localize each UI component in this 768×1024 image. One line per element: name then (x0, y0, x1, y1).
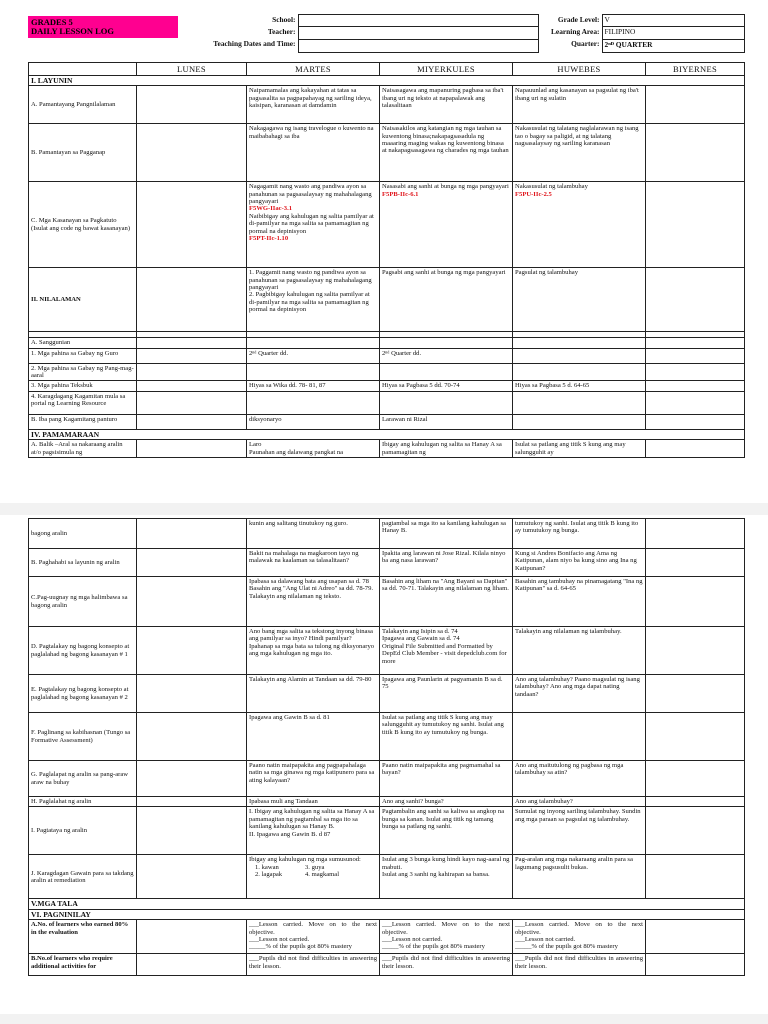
section-layunin: I. LAYUNIN (29, 75, 745, 85)
cell-pd-huwebes: Talakayin ang nilalaman ng talambuhay. (513, 627, 646, 675)
cell-pc-huwebes: Basahin ang tambuhay na pinamagatang "Ina ng Katipunan" sa d. 64-65 (513, 577, 646, 627)
cell-r1-miyerkules: 2ⁿᵈ Quarter dd. (380, 348, 513, 363)
c-miyerkules-text: Nasasabi ang sanhi at bunga ng mga pangyayari (382, 183, 509, 191)
cell-c-huwebes (513, 182, 646, 268)
row-label-paglalapat: G. Paglalapat ng aralin sa pang-araw araw na buhay (29, 761, 137, 797)
cell-pi-miyerkules: Pagtambalin ang sanhi sa kaliwa sa angkop na bunga sa kanan. Isulat ang titik ng tamang bunga sa patlang ng sanhi. (380, 807, 513, 855)
cell-pf-martes: Ipagawa ang Gawin B sa d. 81 (247, 713, 380, 761)
quarter-field[interactable]: 2ⁿᴰ QUARTER (602, 39, 744, 52)
cell-pj-miyerkules: Isulat ang 3 bunga kung hindi kayo nag-aaral ng mabuti. Isulat ang 3 sanhi ng kahirapan sa bansa. (380, 855, 513, 899)
row-label-pamantayang-pangnilalaman: A. Pamantayang Pangnilalaman (29, 86, 137, 124)
day-header-row (29, 62, 745, 75)
cell-pg-martes: Paano natin maipapakita ang pagpapahalaga natin sa mga ginawa ng mga katipunero para sa ating kalayaan? (247, 761, 380, 797)
cell-cont-huwebes: tumutukoy ng sanhi. Isulat ang titik B kung ito ay tumutukoy ng bunga. (513, 519, 646, 549)
row-label-pagtalakay-2: E. Pagtalakay ng bagong konsepto at paglalahad ng bagong kasanayan # 2 (29, 675, 137, 713)
row-label-iba-pang-kagamitan: B. Iba pang Kagamitang panturo (29, 414, 137, 429)
cell-pa-huwebes: Isulat sa patlang ang titik S kung ang may salungguhit ay (513, 440, 646, 458)
cell-ph-huwebes: Ano ang talambuhay? (513, 797, 646, 807)
cell-cont-miyerkules: pagtambal sa mga ito sa kanilang kahulugan sa Hanay B. (380, 519, 513, 549)
dates-label: Teaching Dates and Time: (213, 39, 296, 49)
cell-pe-martes: Talakayin ang Alamin at Tandaan sa dd. 79-80 (247, 675, 380, 713)
cell-pe-huwebes: Ano ang talambuhay? Paano magsulat ng isang talambuhay? Ano ang mga dapat nating tandaan? (513, 675, 646, 713)
cell-c-martes (247, 182, 380, 268)
cell-pc-miyerkules: Basahin ang liham na "Ang Bayani sa Dapitan" sa dd. 70-71. Talakayin ang nilalaman ng liham. (380, 577, 513, 627)
lesson-table-2 (28, 518, 745, 976)
c-martes-code-2: F5PT-IIc-1.10 (249, 235, 289, 243)
row-label-pamantayan-sa-pagganap: B. Pamantayan sa Pagganap (29, 124, 137, 182)
row-label-nilalaman: II. NILALAMAN (29, 268, 137, 332)
cell-rb-martes: diksyonaryo (247, 414, 380, 429)
cell-eb-miyerkules: ___Pupils did not find difficulties in answering their lesson. (380, 954, 513, 976)
cell-pi-martes: I. Ibigay ang kahulugan ng salita sa Hanay A sa pamamagitan ng pagtambal sa mga ito sa kanilang kahulugan sa Hanay B. II. Ipagawa ang Gawin B. d 87 (247, 807, 380, 855)
section-pagninilay: VI. PAGNINILAY (29, 909, 745, 919)
cell-r3-martes: Hiyas sa Wika dd. 78- 81, 87 (247, 381, 380, 391)
row-label-pagtalakay-1: D. Pagtalakay ng bagong konsepto at paglalahad ng bagong kasanayan # 1 (29, 627, 137, 675)
cell-eb-huwebes: ___Pupils did not find difficulties in answering their lesson. (513, 954, 646, 976)
cell-b-huwebes: Nakasusulat ng talatang naglalarawan ng isang tao o bagay sa paligid, at ng talatang nagsasalaysay ng sariling karanasan (513, 124, 646, 182)
title-line-1: GRADES 5 (31, 16, 73, 27)
cell-ea-martes: ___Lesson carried. Move on to the next objective. ___Lesson not carried. _____% of the pupils got 80% mastery (247, 920, 380, 954)
teacher-field[interactable] (298, 27, 538, 39)
row-label-additional-activities: B.No.of learners who require additional activities for (29, 954, 137, 976)
c-miyerkules-code: F5PB-IIc-6.1 (382, 190, 419, 198)
row-label-paglalahat: H. Paglalahat ng aralin (29, 797, 137, 807)
cell-pg-miyerkules: Paano natin maipapakita ang pagmamahal sa bayan? (380, 761, 513, 797)
cell-pb-miyerkules: Ipakita ang larawan ni Jose Rizal. Kilala ninyo ba ang nasa larawan? (380, 549, 513, 577)
c-martes-text-2: Naibibigay ang kahulugan ng salita pamilyar at di-pamilyar na mga salita sa pamamagitan ng pormal na depinisyon (249, 212, 374, 235)
cell-pb-huwebes: Kung si Andres Bonifacio ang Ama ng Katipunan, alam niyo ba kung sino ang Ina ng Katipunan? (513, 549, 646, 577)
day-biyernes: BIYERNES (646, 62, 745, 75)
grades-title (28, 16, 178, 39)
cell-a-miyerkules: Naisasagawa ang mapanuring pagbasa sa iba't ibang uri ng teksto at napapalawak ang talasalitaan (380, 86, 513, 124)
row-label-gabay-pang-mag-aaral: 2. Mga pahina sa Gabay ng Pang-mag-aaral (29, 363, 137, 381)
row-label-teksbuk: 3. Mga pahina Teksbuk (29, 381, 137, 391)
cell-eb-martes: ___Pupils did not find difficulties in answering their lesson. (247, 954, 380, 976)
teacher-label: Teacher: (267, 26, 296, 36)
j-martes-intro: Ibigay ang kahulugan ng mga sumusunod: (249, 856, 361, 864)
cell-ea-huwebes: ___Lesson carried. Move on to the next objective. ___Lesson not carried. _____% of the pupils got 80% mastery (513, 920, 646, 954)
row-label-pag-uugnay: C.Pag-uugnay ng mga halimbawa sa bagong aralin (29, 577, 137, 627)
cell-pa-martes: Laro Paunahan ang dalawang pangkat na (247, 440, 380, 458)
lesson-table-1 (28, 62, 745, 458)
header-table (28, 14, 745, 53)
cell-b-miyerkules: Naisasakilos ang katangian ng mga tauhan sa kuwentong binasa;nakapagsasadula ng maaaring maging wakas ng kuwentong binasa at nakapagsasagawa ng charades ng mga tauhan (380, 124, 513, 182)
cell-nilalaman-huwebes: Pagsulat ng talambuhay (513, 268, 646, 332)
cell-ea-miyerkules: ___Lesson carried. Move on to the next objective. ___Lesson not carried. _____% of the pupils got 80% mastery (380, 920, 513, 954)
j-word-1: 1. kawan (255, 863, 279, 871)
row-label-bagong-aralin: bagong aralin (29, 519, 137, 549)
learning-area-field[interactable]: FILIPINO (602, 27, 744, 39)
day-martes: MARTES (247, 62, 380, 75)
cell-pe-miyerkules: Ipagawa ang Paunlarin at pagyamanin B sa d. 75 (380, 675, 513, 713)
cell-r1-martes: 2ⁿᵈ Quarter dd. (247, 348, 380, 363)
row-label-paghahabi: B. Paghahabi sa layunin ng aralin (29, 549, 137, 577)
day-miyerkules: MIYERKULES (380, 62, 513, 75)
row-label-pagtataya: I. Pagtataya ng aralin (29, 807, 137, 855)
cell-pd-martes: Ano bang mga salita sa tekstong inyong binasa ang pamilyar sa inyo? Hindi pamilyar? Ipahanap sa mga bata sa tulong ng diksyonaryo ang mga kahulugan ng mga ito. (247, 627, 380, 675)
day-lunes: LUNES (137, 62, 247, 75)
row-label-earned-80: A.No. of learners who earned 80% in the evaluation (29, 920, 137, 954)
cell-ph-miyerkules: Ano ang sanhi? bunga? (380, 797, 513, 807)
cell-pf-miyerkules: Isulat sa patlang ang titik S kung ang may salungguhit ay tumutukoy ng sanhi. Isulat ang titik B kung ito ay tumutukoy ng bunga. (380, 713, 513, 761)
grade-level-label: Grade Level: (557, 14, 600, 24)
row-label-paglinang: F. Paglinang sa kabihasnan (Tungo sa Formative Assessment) (29, 713, 137, 761)
day-huwebes: HUWEBES (513, 62, 646, 75)
cell-pa-miyerkules: Ibigay ang kahulugan ng salita sa Hanay A sa pamamagitan ng (380, 440, 513, 458)
cell-c-miyerkules (380, 182, 513, 268)
cell-a-martes: Naipamamalas ang kakayahan at tatas sa pagsasalita sa pagpapahayag ng sariling ideya, kaisipan, karanasan at damdamin (247, 86, 380, 124)
cell-nilalaman-miyerkules: Pagsabi ang sanhi at bunga ng mga pangyayari (380, 268, 513, 332)
section-pamamaraan: IV. PAMAMARAAN (29, 429, 745, 439)
c-martes-text-1: Nagagamit nang wasto ang pandiwa ayon sa panahunan sa pagsasalaysay ng mahahalagang pangyayari (249, 183, 372, 206)
page-separator (0, 503, 768, 515)
page-1 (28, 14, 744, 500)
row-label-balik-aral: A. Balik –Aral sa nakaraang aralin at/o pagsisimula ng (29, 440, 137, 458)
cell-r3-miyerkules: Hiyas sa Pagbasa 5 dd. 70-74 (380, 381, 513, 391)
c-martes-code-1: F5WG-IIac-3.1 (249, 205, 293, 213)
j-word-4: 4. magkamal (305, 871, 340, 879)
row-label-karagdagang-kagamitan: 4. Karagdagang Kagamitan mula sa portal ng Learning Resource (29, 391, 137, 414)
cell-pd-miyerkules: Talakayin ang Isipin sa d. 74 Ipagawa ang Gawain sa d. 74 Original File Submitted and Formatted by DepEd Club Member - visit depedclub.com for more (380, 627, 513, 675)
cell-b-martes: Nakagagawa ng isang travelogue o kuwento na maibabahagi sa iba (247, 124, 380, 182)
cell-pg-huwebes: Ano ang maitutulong ng pagbasa ng mga talambuhay sa atin? (513, 761, 646, 797)
cell-pb-martes: Bakit na mahalaga na magkaroon tayo ng malawak na kaalaman sa talasalitaan? (247, 549, 380, 577)
grade-level-field[interactable]: V (602, 15, 744, 27)
cell-nilalaman-martes: 1. Paggamit nang wasto ng pandiwa ayon sa panahunan sa pagsasalaysay ng mahahalagang pangyayari 2. Pagbibigay kahulugan ng salita pamilyar at di-pamilyar na mga salita sa pamamagitan ng pormal na depinisyon (247, 268, 380, 332)
c-huwebes-code: F5PU-IIc-2.5 (515, 190, 552, 198)
cell-r3-huwebes: Hiyas sa Pagbasa 5 d. 64-65 (513, 381, 646, 391)
c-huwebes-text: Nakasusulat ng talambuhay (515, 183, 588, 191)
cell-cont-martes: kunin ang salitang tinutukoy ng guro. (247, 519, 380, 549)
row-label-sanggunian: A. Sanggunian (29, 338, 137, 348)
title-line-2: DAILY LESSON LOG (31, 25, 114, 36)
row-label-gabay-ng-guro: 1. Mga pahina sa Gabay ng Guro (29, 348, 137, 363)
cell-rb-miyerkules: Larawan ni Rizal (380, 414, 513, 429)
page-2 (28, 518, 744, 1008)
row-label-mga-kasanayan: C. Mga Kasanayan sa Pagkatuto (Isulat ang code ng bawat kasanayan) (29, 182, 137, 268)
cell-pi-huwebes: Sumulat ng inyong sariling talambuhay. Sundin ang mga paraan sa pagsulat ng talambuhay. (513, 807, 646, 855)
j-word-3: 3. guya (305, 863, 325, 871)
j-word-2: 2. lagapak (255, 871, 283, 879)
cell-ph-martes: Ipabasa muli ang Tandaan (247, 797, 380, 807)
cell-a-huwebes: Napauunlad ang kasanayan sa pagsulat ng iba't ibang uri ng sulatin (513, 86, 646, 124)
quarter-label: Quarter: (571, 39, 600, 49)
page-bottom-gap (0, 1014, 768, 1024)
cell-pj-martes (247, 855, 380, 899)
school-field[interactable] (298, 15, 538, 27)
school-label: School: (272, 14, 296, 24)
section-mga-tala: V.MGA TALA (29, 899, 745, 909)
dates-field[interactable] (298, 39, 538, 52)
learning-area-label: Learning Area: (550, 26, 600, 36)
cell-pj-huwebes: Pag-aralan ang mga nakaraang aralin para sa lagumang pagsusulit bukas. (513, 855, 646, 899)
cell-pc-martes: Ipabasa sa dalawang bata ang usapan sa d. 78 Basahin ang "Ang Ulat ni Adreo" sa dd. 78-79. Talakayin ang nilalaman ng teksto. (247, 577, 380, 627)
row-label-karagdagan-gawain: J. Karagdagan Gawain para sa takdang aralin at remediation (29, 855, 137, 899)
